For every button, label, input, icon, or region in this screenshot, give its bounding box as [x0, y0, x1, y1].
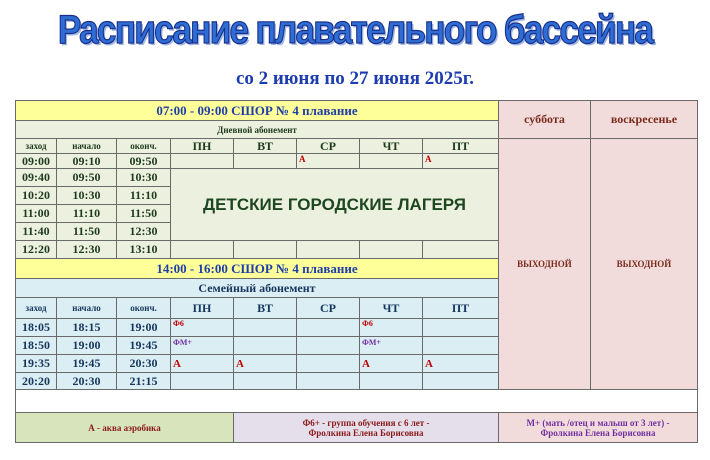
- block1-row-end: 09:50: [116, 153, 171, 169]
- block1-day-cell: [233, 153, 297, 169]
- block1-row-start: 12:30: [56, 240, 117, 259]
- block1-row-enter: 09:00: [15, 153, 57, 169]
- aqua-aerobics-mark: А: [422, 153, 499, 169]
- block2-day-cell: [296, 372, 360, 390]
- sunday-header: воскресенье: [590, 100, 698, 139]
- block1-row-start: 10:30: [56, 186, 117, 205]
- block2-day-cell: [422, 372, 499, 390]
- camps-label: ДЕТСКИЕ ГОРОДСКИЕ ЛАГЕРЯ: [170, 168, 499, 241]
- group-fm-mark: ФМ+: [170, 336, 234, 355]
- block2-row-start: 19:45: [56, 354, 117, 373]
- aqua-aerobics-mark: А: [233, 354, 297, 373]
- block1-row-enter: 09:40: [15, 168, 57, 187]
- block1-row-end: 11:10: [116, 186, 171, 205]
- block2-row-start: 18:15: [56, 318, 117, 337]
- block2-day-cell: [296, 336, 360, 355]
- block2-day-cell: [170, 372, 234, 390]
- block1-day-cell: [233, 240, 297, 259]
- block2-row-end: 20:30: [116, 354, 171, 373]
- block1-col-header: СР: [296, 138, 360, 154]
- legend-text: Фролкина Елена Борисовна: [540, 427, 656, 438]
- page-subtitle: со 2 июня по 27 июня 2025г.: [235, 68, 474, 89]
- block1-col-header: ПТ: [422, 138, 499, 154]
- group-f6-mark: Ф6: [170, 318, 234, 337]
- block2-day-cell: [233, 372, 297, 390]
- block1-day-cell: [359, 240, 423, 259]
- block1-col-header: ЧТ: [359, 138, 423, 154]
- block2-col-header: оконч.: [116, 297, 171, 319]
- saturday-day-off: ВЫХОДНОЙ: [498, 138, 591, 390]
- block2-col-header: заход: [15, 297, 57, 319]
- block1-col-header: оконч.: [116, 138, 171, 154]
- block1-row-start: 09:10: [56, 153, 117, 169]
- block1-row-enter: 12:20: [15, 240, 57, 259]
- block1-col-header: ПН: [170, 138, 234, 154]
- block2-day-cell: [233, 318, 297, 337]
- aqua-aerobics-mark: А: [359, 354, 423, 373]
- block2-header: 14:00 - 16:00 СШОР № 4 плавание: [15, 258, 499, 279]
- block2-col-header: ПН: [170, 297, 234, 319]
- block2-row-start: 19:00: [56, 336, 117, 355]
- block2-day-cell: [422, 318, 499, 337]
- sunday-day-off: ВЫХОДНОЙ: [590, 138, 698, 390]
- block2-col-header: ПТ: [422, 297, 499, 319]
- block2-row-end: 19:45: [116, 336, 171, 355]
- page-title: Расписание плавательного бассейна: [57, 8, 653, 52]
- block1-row-end: 11:50: [116, 204, 171, 223]
- block2-subscription: Семейный абонемент: [15, 278, 499, 298]
- block2-row-start: 20:30: [56, 372, 117, 390]
- block2-day-cell: [422, 336, 499, 355]
- block1-day-cell: [170, 240, 234, 259]
- block1-row-end: 10:30: [116, 168, 171, 187]
- saturday-header: суббота: [498, 100, 591, 139]
- group-f6-mark: Ф6: [359, 318, 423, 337]
- block2-day-cell: [296, 354, 360, 373]
- spacer-row: [15, 389, 698, 413]
- block1-row-end: 13:10: [116, 240, 171, 259]
- block1-day-cell: [359, 153, 423, 169]
- block1-header: 07:00 - 09:00 СШОР № 4 плавание: [15, 100, 499, 121]
- block1-col-header: ВТ: [233, 138, 297, 154]
- aqua-aerobics-mark: А: [170, 354, 234, 373]
- block1-day-cell: [422, 240, 499, 259]
- block2-col-header: ВТ: [233, 297, 297, 319]
- block1-row-start: 09:50: [56, 168, 117, 187]
- aqua-aerobics-mark: А: [296, 153, 360, 169]
- block1-day-cell: [170, 153, 234, 169]
- block2-row-enter: 19:35: [15, 354, 57, 373]
- legend-group-f6: [233, 412, 499, 443]
- block2-col-header: ЧТ: [359, 297, 423, 319]
- aqua-aerobics-mark: А: [422, 354, 499, 373]
- block2-col-header: СР: [296, 297, 360, 319]
- block1-row-start: 11:10: [56, 204, 117, 223]
- block1-col-header: заход: [15, 138, 57, 154]
- legend-text: Ф6+ - группа обучения с 6 лет -: [302, 417, 430, 428]
- block2-row-end: 19:00: [116, 318, 171, 337]
- block1-row-end: 12:30: [116, 222, 171, 241]
- block1-row-enter: 11:00: [15, 204, 57, 223]
- block1-row-start: 11:50: [56, 222, 117, 241]
- block2-day-cell: [359, 372, 423, 390]
- block2-row-enter: 18:50: [15, 336, 57, 355]
- block2-day-cell: [296, 318, 360, 337]
- legend-aqua-aerobics: А - аква аэробика: [15, 412, 234, 443]
- legend-text: М+ (мать /отец и малыш от 3 лет) -: [526, 417, 670, 428]
- block2-row-end: 21:15: [116, 372, 171, 390]
- block1-row-enter: 10:20: [15, 186, 57, 205]
- legend-parent-child: [498, 412, 698, 443]
- block2-row-enter: 18:05: [15, 318, 57, 337]
- block1-subscription: Дневной абонемент: [15, 120, 499, 139]
- block2-day-cell: [233, 336, 297, 355]
- block2-row-enter: 20:20: [15, 372, 57, 390]
- block2-col-header: начало: [56, 297, 117, 319]
- block1-row-enter: 11:40: [15, 222, 57, 241]
- block1-day-cell: [296, 240, 360, 259]
- legend-text: Фролкина Елена Борисовна: [308, 427, 424, 438]
- group-fm-mark: ФМ+: [359, 336, 423, 355]
- block1-col-header: начало: [56, 138, 117, 154]
